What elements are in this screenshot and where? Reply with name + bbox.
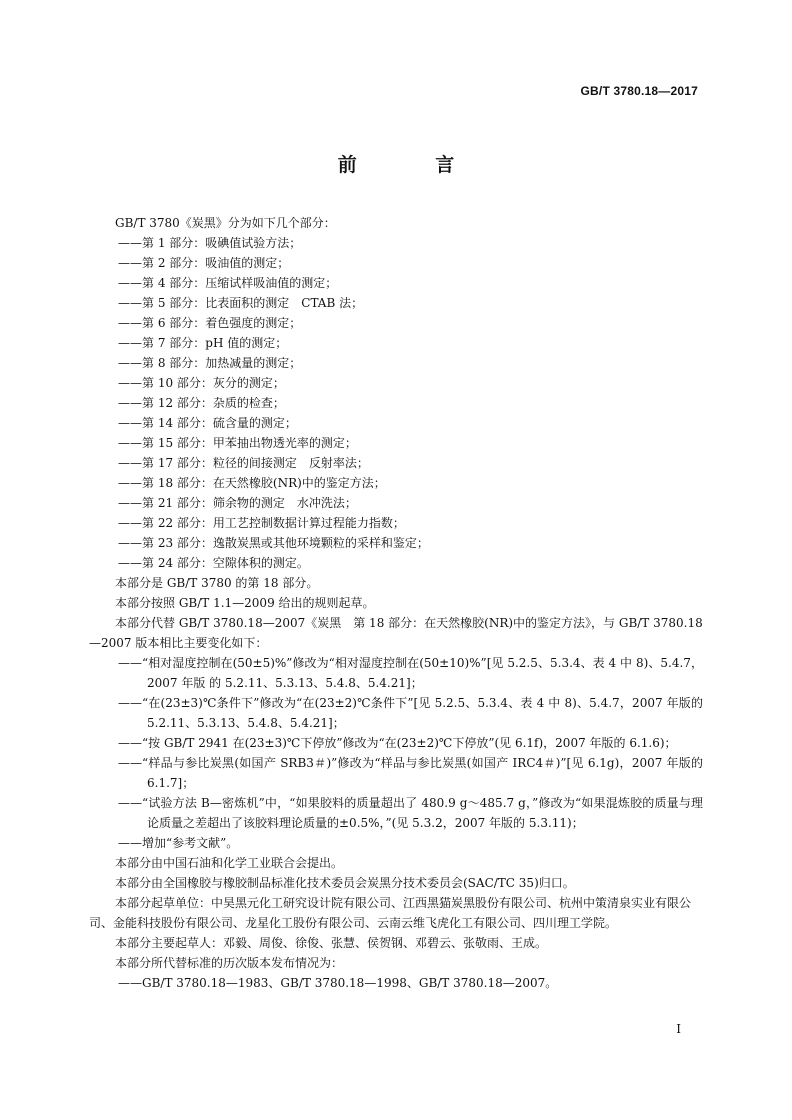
list-item: ——第 10 部分：灰分的测定； xyxy=(118,376,285,390)
list-item: ——第 8 部分：加热减量的测定； xyxy=(118,356,302,370)
list-item: ——“按 GB/T 2941 在(23±3)℃下停放”修改为“在(23±2)℃下停放”(见 6.1f)，2007 年版的 6.1.6)； xyxy=(118,736,677,750)
list-item: ——第 21 部分：筛余物的测定 水冲洗法； xyxy=(118,496,357,510)
list-item: ——“相对湿度控制在(50±5)%”修改为“相对湿度控制在(50±10)%”[见 5.2.5、5.3.4、表 4 中 8)、5.4.7，2007 年版 的 5.2.11、5.3.13、5.4.8、5.4.21]； xyxy=(118,656,703,690)
list-item: ——第 14 部分：硫含量的测定； xyxy=(118,416,297,430)
list-item: ——第 1 部分：吸碘值试验方法； xyxy=(118,236,302,250)
drafting-units-paragraph: 本部分起草单位：中昊黑元化工研究设计院有限公司、江西黑猫炭黑股份有限公司、杭州中策清泉实业有限公司、金能科技股份有限公司、龙星化工股份有限公司、云南云维飞虎化工有限公司、四川理工学院。 xyxy=(89,896,692,930)
history-intro-paragraph: 本部分所代替标准的历次版本发布情况为： xyxy=(115,956,344,970)
drafters-paragraph: 本部分主要起草人：邓毅、周俊、徐俊、张慧、侯贺钢、邓碧云、张敬雨、王成。 xyxy=(115,936,548,950)
page-number: I xyxy=(676,1022,681,1036)
list-item: ——第 17 部分：粒径的间接测定 反射率法； xyxy=(118,456,369,470)
changes-list xyxy=(89,653,703,853)
under-paragraph: 本部分由全国橡胶与橡胶制品标准化技术委员会炭黑分技术委员会(SAC/TC 35)归口。 xyxy=(115,876,575,890)
list-item: ——“在(23±3)℃条件下”修改为“在(23±2)℃条件下”[见 5.2.5、5.3.4、表 4 中 8)、5.4.7，2007 年版的 5.2.11、5.3.13、5.4.8、5.4.21]； xyxy=(118,696,703,730)
rules-paragraph: 本部分按照 GB/T 1.1—2009 给出的规则起草。 xyxy=(115,596,375,610)
list-item: ——第 24 部分：空隙体积的测定。 xyxy=(118,556,309,570)
list-item: ——第 7 部分：pH 值的测定； xyxy=(118,336,288,350)
history-paragraph: ——GB/T 3780.18—1983、GB/T 3780.18—1998、GB/T 3780.18—2007。 xyxy=(118,976,558,990)
list-item: ——第 5 部分：比表面积的测定 CTAB 法； xyxy=(118,296,364,310)
list-item: ——第 4 部分：压缩试样吸油值的测定； xyxy=(118,276,338,290)
part-of-paragraph: 本部分是 GB/T 3780 的第 18 部分。 xyxy=(115,576,319,590)
list-item: ——第 12 部分：杂质的检查； xyxy=(118,396,285,410)
list-item: ——“样品与参比炭黑(如国产 SRB3＃)”修改为“样品与参比炭黑(如国产 IRC4＃)”[见 6.1g)，2007 年版的 6.1.7]； xyxy=(118,756,703,790)
replaces-paragraph: 本部分代替 GB/T 3780.18—2007《炭黑 第 18 部分：在天然橡胶(NR)中的鉴定方法》，与 GB/T 3780.18—2007 版本相比主要变化如下： xyxy=(89,616,703,650)
intro-line: GB/T 3780《炭黑》分为如下几个部分： xyxy=(115,216,336,230)
list-item: ——增加“参考文献”。 xyxy=(118,836,239,850)
proposed-paragraph: 本部分由中国石油和化学工业联合会提出。 xyxy=(115,856,344,870)
list-item: ——第 22 部分：用工艺控制数据计算过程能力指数； xyxy=(118,516,405,530)
preface-body xyxy=(89,213,703,993)
standard-code: GB/T 3780.18—2017 xyxy=(580,84,698,98)
list-item: ——“试验方法 B—密炼机”中，“如果胶料的质量超出了 480.9 g～485.7 g，”修改为“如果混炼胶的质量与理论质量之差超出了该胶料理论质量的±0.5%，”(见 5.3.2，2007 年版的 5.3.11)； xyxy=(118,796,703,830)
list-item: ——第 15 部分：甲苯抽出物透光率的测定； xyxy=(118,436,357,450)
parts-list xyxy=(89,233,703,573)
list-item: ——第 18 部分：在天然橡胶(NR)中的鉴定方法； xyxy=(118,476,386,490)
page-title: 前 言 xyxy=(337,154,491,176)
list-item: ——第 6 部分：着色强度的测定； xyxy=(118,316,302,330)
list-item: ——第 23 部分：逸散炭黑或其他环境颗粒的采样和鉴定； xyxy=(118,536,429,550)
list-item: ——第 2 部分：吸油值的测定； xyxy=(118,256,290,270)
